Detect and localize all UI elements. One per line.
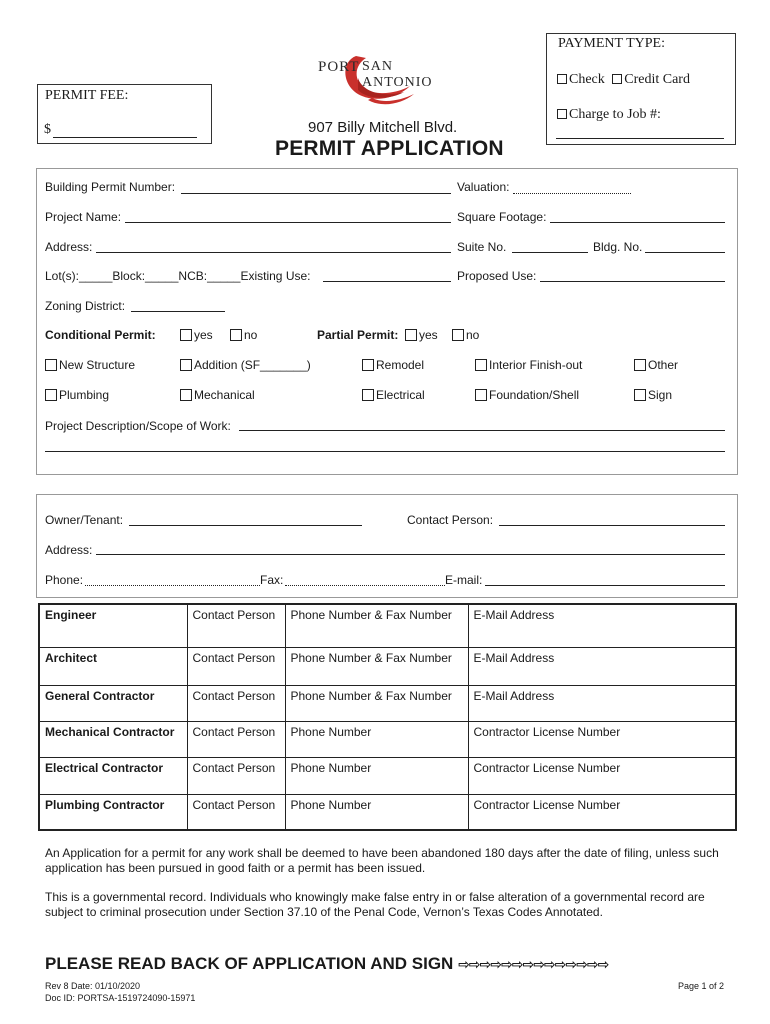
logo-text-port: PORT [318, 59, 360, 75]
contact-extra-cell[interactable]: Contractor License Number [468, 721, 736, 757]
project-name-label: Project Name: [45, 210, 122, 224]
partial-yes-checkbox[interactable] [405, 329, 417, 341]
permit-fee-dollar: $ [44, 122, 51, 137]
building-permit-field[interactable] [181, 193, 451, 194]
page-number: Page 1 of 2 [678, 981, 725, 991]
project-name-field[interactable] [125, 222, 451, 223]
other-checkbox[interactable] [634, 359, 646, 371]
arrow-right-icons: ⇨⇨⇨⇨⇨⇨⇨⇨⇨⇨⇨⇨⇨⇨ [458, 957, 609, 973]
zoning-field[interactable] [131, 311, 225, 312]
contact-role-cell[interactable]: General Contractor [39, 685, 187, 721]
addition-checkbox[interactable] [180, 359, 192, 371]
contacts-table-row [39, 604, 736, 647]
owner-info-box [36, 494, 738, 598]
owner-email-field[interactable] [485, 585, 725, 586]
zoning-label: Zoning District: [45, 299, 126, 313]
valuation-label: Valuation: [457, 180, 510, 194]
check-checkbox[interactable] [557, 74, 567, 84]
suite-field[interactable] [512, 252, 588, 253]
sign-checkbox[interactable] [634, 389, 646, 401]
contacts-table-row [39, 685, 736, 721]
conditional-no-option[interactable]: no [230, 328, 257, 342]
address-label: Address: [45, 240, 93, 254]
abandonment-notice: An Application for a permit for any work shall be deemed to have been abandoned 180 days after the date of filing, unless such application has been pursued in good faith or a permit has been issued. [45, 846, 719, 875]
interior-finish-option[interactable]: Interior Finish-out [475, 358, 582, 372]
lots-block-ncb-label[interactable]: Lot(s):_____Block:_____NCB:_____Existing Use: [45, 269, 311, 283]
contact-person-cell[interactable]: Contact Person [187, 685, 285, 721]
electrical-checkbox[interactable] [362, 389, 374, 401]
contact-phone-cell[interactable]: Phone Number & Fax Number [285, 685, 468, 721]
plumbing-option[interactable]: Plumbing [45, 388, 109, 402]
port-san-antonio-logo [318, 48, 458, 112]
square-footage-label: Square Footage: [457, 210, 547, 224]
project-description-field-2[interactable] [45, 451, 725, 452]
contact-phone-cell[interactable]: Phone Number [285, 794, 468, 830]
contact-phone-cell[interactable]: Phone Number [285, 757, 468, 794]
contact-person-cell[interactable]: Contact Person [187, 794, 285, 830]
partial-no-checkbox[interactable] [452, 329, 464, 341]
building-permit-label: Building Permit Number: [45, 180, 176, 194]
project-description-label: Project Description/Scope of Work: [45, 419, 231, 433]
conditional-yes-option[interactable]: yes [180, 328, 213, 342]
valuation-field[interactable] [513, 193, 631, 194]
owner-contact-field[interactable] [499, 525, 725, 526]
electrical-option[interactable]: Electrical [362, 388, 425, 402]
foundation-shell-option[interactable]: Foundation/Shell [475, 388, 579, 402]
owner-phone-label: Phone: [45, 573, 84, 587]
existing-use-field[interactable] [323, 281, 451, 282]
remodel-option[interactable]: Remodel [362, 358, 424, 372]
office-address: 907 Billy Mitchell Blvd. [308, 119, 458, 136]
permit-fee-line[interactable] [53, 137, 197, 138]
new-structure-checkbox[interactable] [45, 359, 57, 371]
owner-phone-field[interactable] [85, 585, 260, 586]
contacts-table-row [39, 794, 736, 830]
project-description-field-1[interactable] [239, 430, 725, 431]
contact-extra-cell[interactable]: E-Mail Address [468, 685, 736, 721]
governmental-record-notice: This is a governmental record. Individuals who knowingly make false entry in or false alteration of a governmental record are subject to criminal prosecution under Section 37.10 of the Penal Code, Vernon’s Texas Codes Annotated. [45, 890, 705, 919]
conditional-no-checkbox[interactable] [230, 329, 242, 341]
conditional-yes-checkbox[interactable] [180, 329, 192, 341]
contacts-table-row [39, 757, 736, 794]
contact-extra-cell[interactable]: E-Mail Address [468, 647, 736, 685]
contact-phone-cell[interactable]: Phone Number & Fax Number [285, 604, 468, 647]
address-field[interactable] [96, 252, 451, 253]
bldg-field[interactable] [645, 252, 725, 253]
contact-role-cell[interactable]: Engineer [39, 604, 187, 647]
contact-role-cell[interactable]: Mechanical Contractor [39, 721, 187, 757]
credit-card-checkbox[interactable] [612, 74, 622, 84]
contacts-table [38, 603, 737, 831]
owner-contact-label: Contact Person: [407, 513, 494, 527]
charge-checkbox[interactable] [557, 109, 567, 119]
owner-fax-field[interactable] [285, 585, 445, 586]
contact-extra-cell[interactable]: E-Mail Address [468, 604, 736, 647]
conditional-permit-label: Conditional Permit: [45, 328, 156, 342]
owner-tenant-field[interactable] [129, 525, 362, 526]
owner-address-label: Address: [45, 543, 93, 557]
contact-extra-cell[interactable]: Contractor License Number [468, 794, 736, 830]
bldg-label: Bldg. No. [593, 240, 643, 254]
proposed-use-field[interactable] [540, 281, 725, 282]
sign-option[interactable]: Sign [634, 388, 672, 402]
owner-address-field[interactable] [96, 554, 725, 555]
mechanical-checkbox[interactable] [180, 389, 192, 401]
contact-role-cell[interactable]: Electrical Contractor [39, 757, 187, 794]
charge-job-line[interactable] [556, 138, 724, 139]
owner-tenant-label: Owner/Tenant: [45, 513, 124, 527]
revision-date: Rev 8 Date: 01/10/2020 [45, 981, 141, 991]
partial-permit-label: Partial Permit: [317, 328, 399, 342]
new-structure-option[interactable]: New Structure [45, 358, 135, 372]
addition-option[interactable]: Addition (SF_______) [180, 358, 311, 372]
contact-role-cell[interactable]: Plumbing Contractor [39, 794, 187, 830]
owner-fax-label: Fax: [260, 573, 284, 587]
contact-phone-cell[interactable]: Phone Number & Fax Number [285, 647, 468, 685]
contacts-table-row [39, 647, 736, 685]
logo-text-san-antonio: SAN ANTONIO [362, 59, 433, 90]
contact-phone-cell[interactable]: Phone Number [285, 721, 468, 757]
payment-type-title: PAYMENT TYPE: [558, 36, 665, 51]
remodel-checkbox[interactable] [362, 359, 374, 371]
suite-label: Suite No. [457, 240, 507, 254]
payment-check-option[interactable]: Check Credit Card [557, 72, 690, 88]
owner-email-label: E-mail: [445, 573, 483, 587]
partial-no-option[interactable]: no [452, 328, 479, 342]
contact-extra-cell[interactable]: Contractor License Number [468, 757, 736, 794]
permit-fee-title: PERMIT FEE: [45, 88, 129, 103]
square-footage-field[interactable] [550, 222, 725, 223]
foundation-shell-checkbox[interactable] [475, 389, 487, 401]
contact-person-cell[interactable]: Contact Person [187, 757, 285, 794]
charge-to-job-option[interactable]: Charge to Job #: [557, 107, 661, 123]
document-id: Doc ID: PORTSA-1519724090-15971 [45, 993, 196, 1003]
contact-person-cell[interactable]: Contact Person [187, 721, 285, 757]
partial-yes-option[interactable]: yes [405, 328, 438, 342]
page-title: PERMIT APPLICATION [275, 137, 504, 160]
plumbing-checkbox[interactable] [45, 389, 57, 401]
contact-person-cell[interactable]: Contact Person [187, 647, 285, 685]
other-option[interactable]: Other [634, 358, 678, 372]
mechanical-option[interactable]: Mechanical [180, 388, 255, 402]
please-read-heading: PLEASE READ BACK OF APPLICATION AND SIGN ⇨⇨⇨⇨⇨⇨⇨⇨⇨⇨⇨⇨⇨⇨ [45, 954, 609, 973]
contact-person-cell[interactable]: Contact Person [187, 604, 285, 647]
interior-finish-checkbox[interactable] [475, 359, 487, 371]
contacts-table-row [39, 721, 736, 757]
proposed-use-label: Proposed Use: [457, 269, 537, 283]
contact-role-cell[interactable]: Architect [39, 647, 187, 685]
